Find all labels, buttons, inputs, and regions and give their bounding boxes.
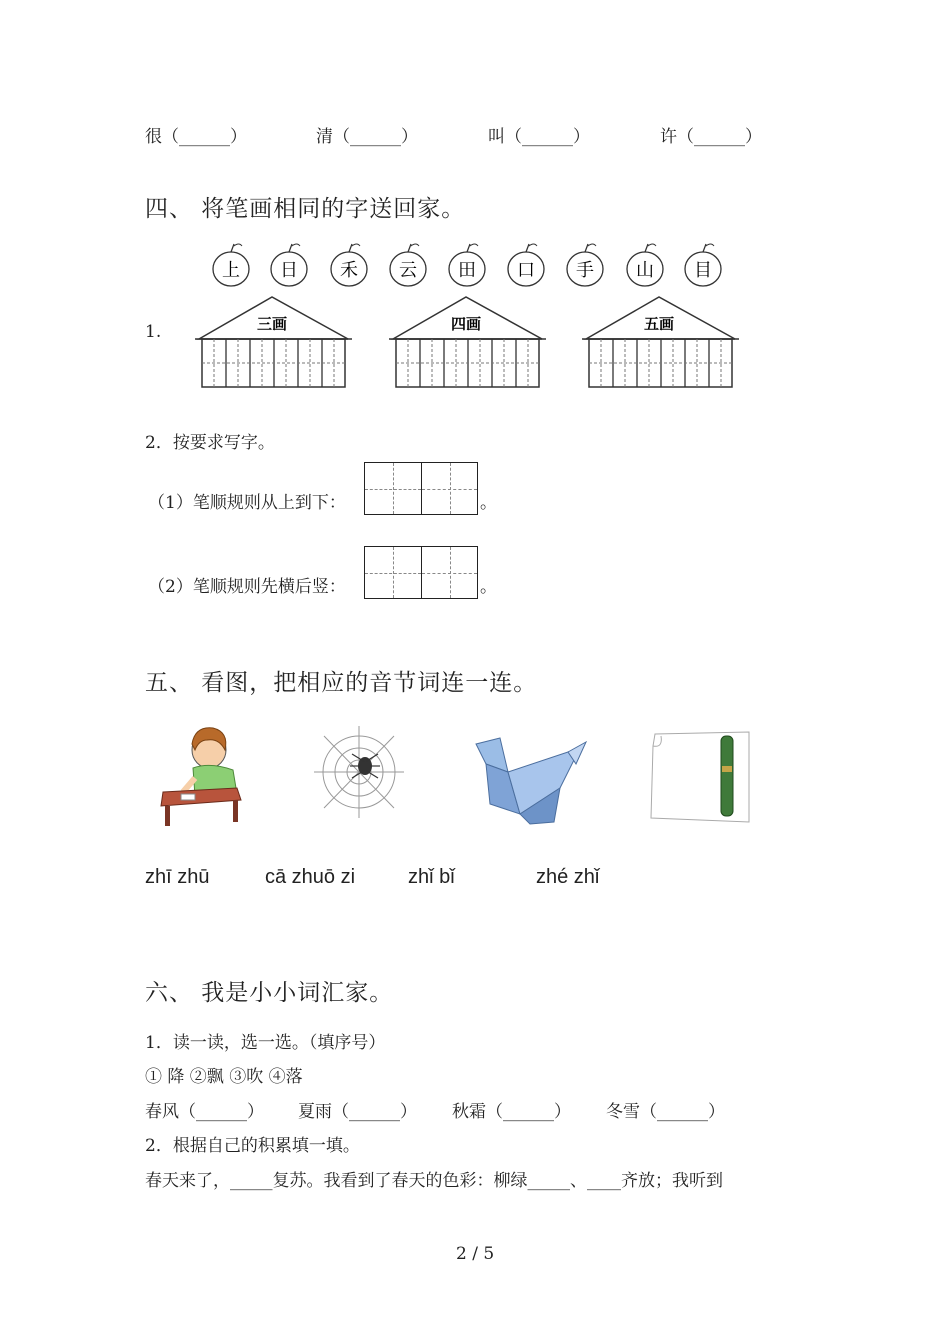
writing-cell[interactable] xyxy=(365,463,421,514)
s6-fill: 夏雨（______） xyxy=(298,1102,417,1122)
house-three-strokes xyxy=(195,297,352,387)
s6-fill: 冬雪（______） xyxy=(606,1102,725,1122)
apple-icon xyxy=(627,244,663,286)
house-label: 四画 xyxy=(450,315,482,333)
apple-char: 云 xyxy=(399,260,417,281)
apple-icon xyxy=(213,244,249,286)
section6-heading: 六、 我是小小词汇家。 xyxy=(145,980,394,1006)
fill-item-qing: 清（______） xyxy=(316,127,418,147)
spider-web-icon xyxy=(310,722,408,822)
apple-icon xyxy=(271,244,307,286)
apple-icon xyxy=(449,244,485,286)
apple-icon xyxy=(508,244,544,286)
writing-cell[interactable] xyxy=(421,547,477,598)
apple-icon xyxy=(685,244,721,286)
s6-q2-text: 春天来了，_____复苏。我看到了春天的色彩：柳绿_____、____齐放；我听到 xyxy=(145,1171,723,1191)
pinyin-option: cā zhuō zi xyxy=(265,866,356,888)
q1-number: 1. xyxy=(145,322,162,342)
apple-char: 手 xyxy=(576,260,594,281)
pinyin-option: zhǐ bǐ xyxy=(408,866,455,888)
pinyin-option: zhī zhū xyxy=(145,866,210,888)
s6-q1: 1．读一读，选一选。（填序号） xyxy=(145,1033,386,1053)
apple-char: 禾 xyxy=(340,260,358,281)
writing-cell[interactable] xyxy=(421,463,477,514)
apple-char: 山 xyxy=(636,260,654,281)
writing-grid-2[interactable] xyxy=(364,546,478,599)
apple-char: 目 xyxy=(694,260,712,281)
s6-fill: 春风（______） xyxy=(145,1102,264,1122)
writing-grid-1[interactable] xyxy=(364,462,478,515)
section4-heading: 四、 将笔画相同的字送回家。 xyxy=(145,196,466,222)
fill-item-hen: 很（______） xyxy=(145,127,247,147)
house-label: 五画 xyxy=(643,315,675,333)
apple-row xyxy=(200,240,740,292)
apple-char: 日 xyxy=(280,260,298,281)
apple-icon xyxy=(331,244,367,286)
house-five-strokes xyxy=(582,297,739,387)
q2-2-text: （2）笔顺规则先横后竖： xyxy=(148,577,346,597)
paper-crane-icon xyxy=(470,734,590,829)
s6-q2: 2．根据自己的积累填一填。 xyxy=(145,1136,360,1156)
apple-char: 田 xyxy=(458,260,476,281)
q2-instruction: 2．按要求写字。 xyxy=(145,433,275,453)
s6-fill: 秋霜（______） xyxy=(452,1102,571,1122)
house-label: 三画 xyxy=(256,315,288,333)
writing-cell[interactable] xyxy=(365,547,421,598)
fill-item-jiao: 叫（______） xyxy=(488,127,590,147)
paper-and-pen-icon xyxy=(645,726,757,826)
page-number: 2 / 5 xyxy=(456,1244,495,1264)
apple-char: 口 xyxy=(517,260,535,281)
period-1: 。 xyxy=(480,493,497,513)
apple-icon xyxy=(567,244,603,286)
s6-options: ① 降 ②飘 ③吹 ④落 xyxy=(145,1067,303,1087)
houses xyxy=(195,293,740,390)
section5-heading: 五、 看图，把相应的音节词连一连。 xyxy=(145,670,538,696)
pinyin-option: zhé zhǐ xyxy=(536,866,600,888)
apple-char: 上 xyxy=(222,260,240,281)
q2-1-text: （1）笔顺规则从上到下： xyxy=(148,493,346,513)
fill-item-xu: 许（______） xyxy=(660,127,762,147)
child-wiping-table-icon xyxy=(155,722,250,832)
house-four-strokes xyxy=(389,297,546,387)
apple-icon xyxy=(390,244,426,286)
period-2: 。 xyxy=(480,577,497,597)
